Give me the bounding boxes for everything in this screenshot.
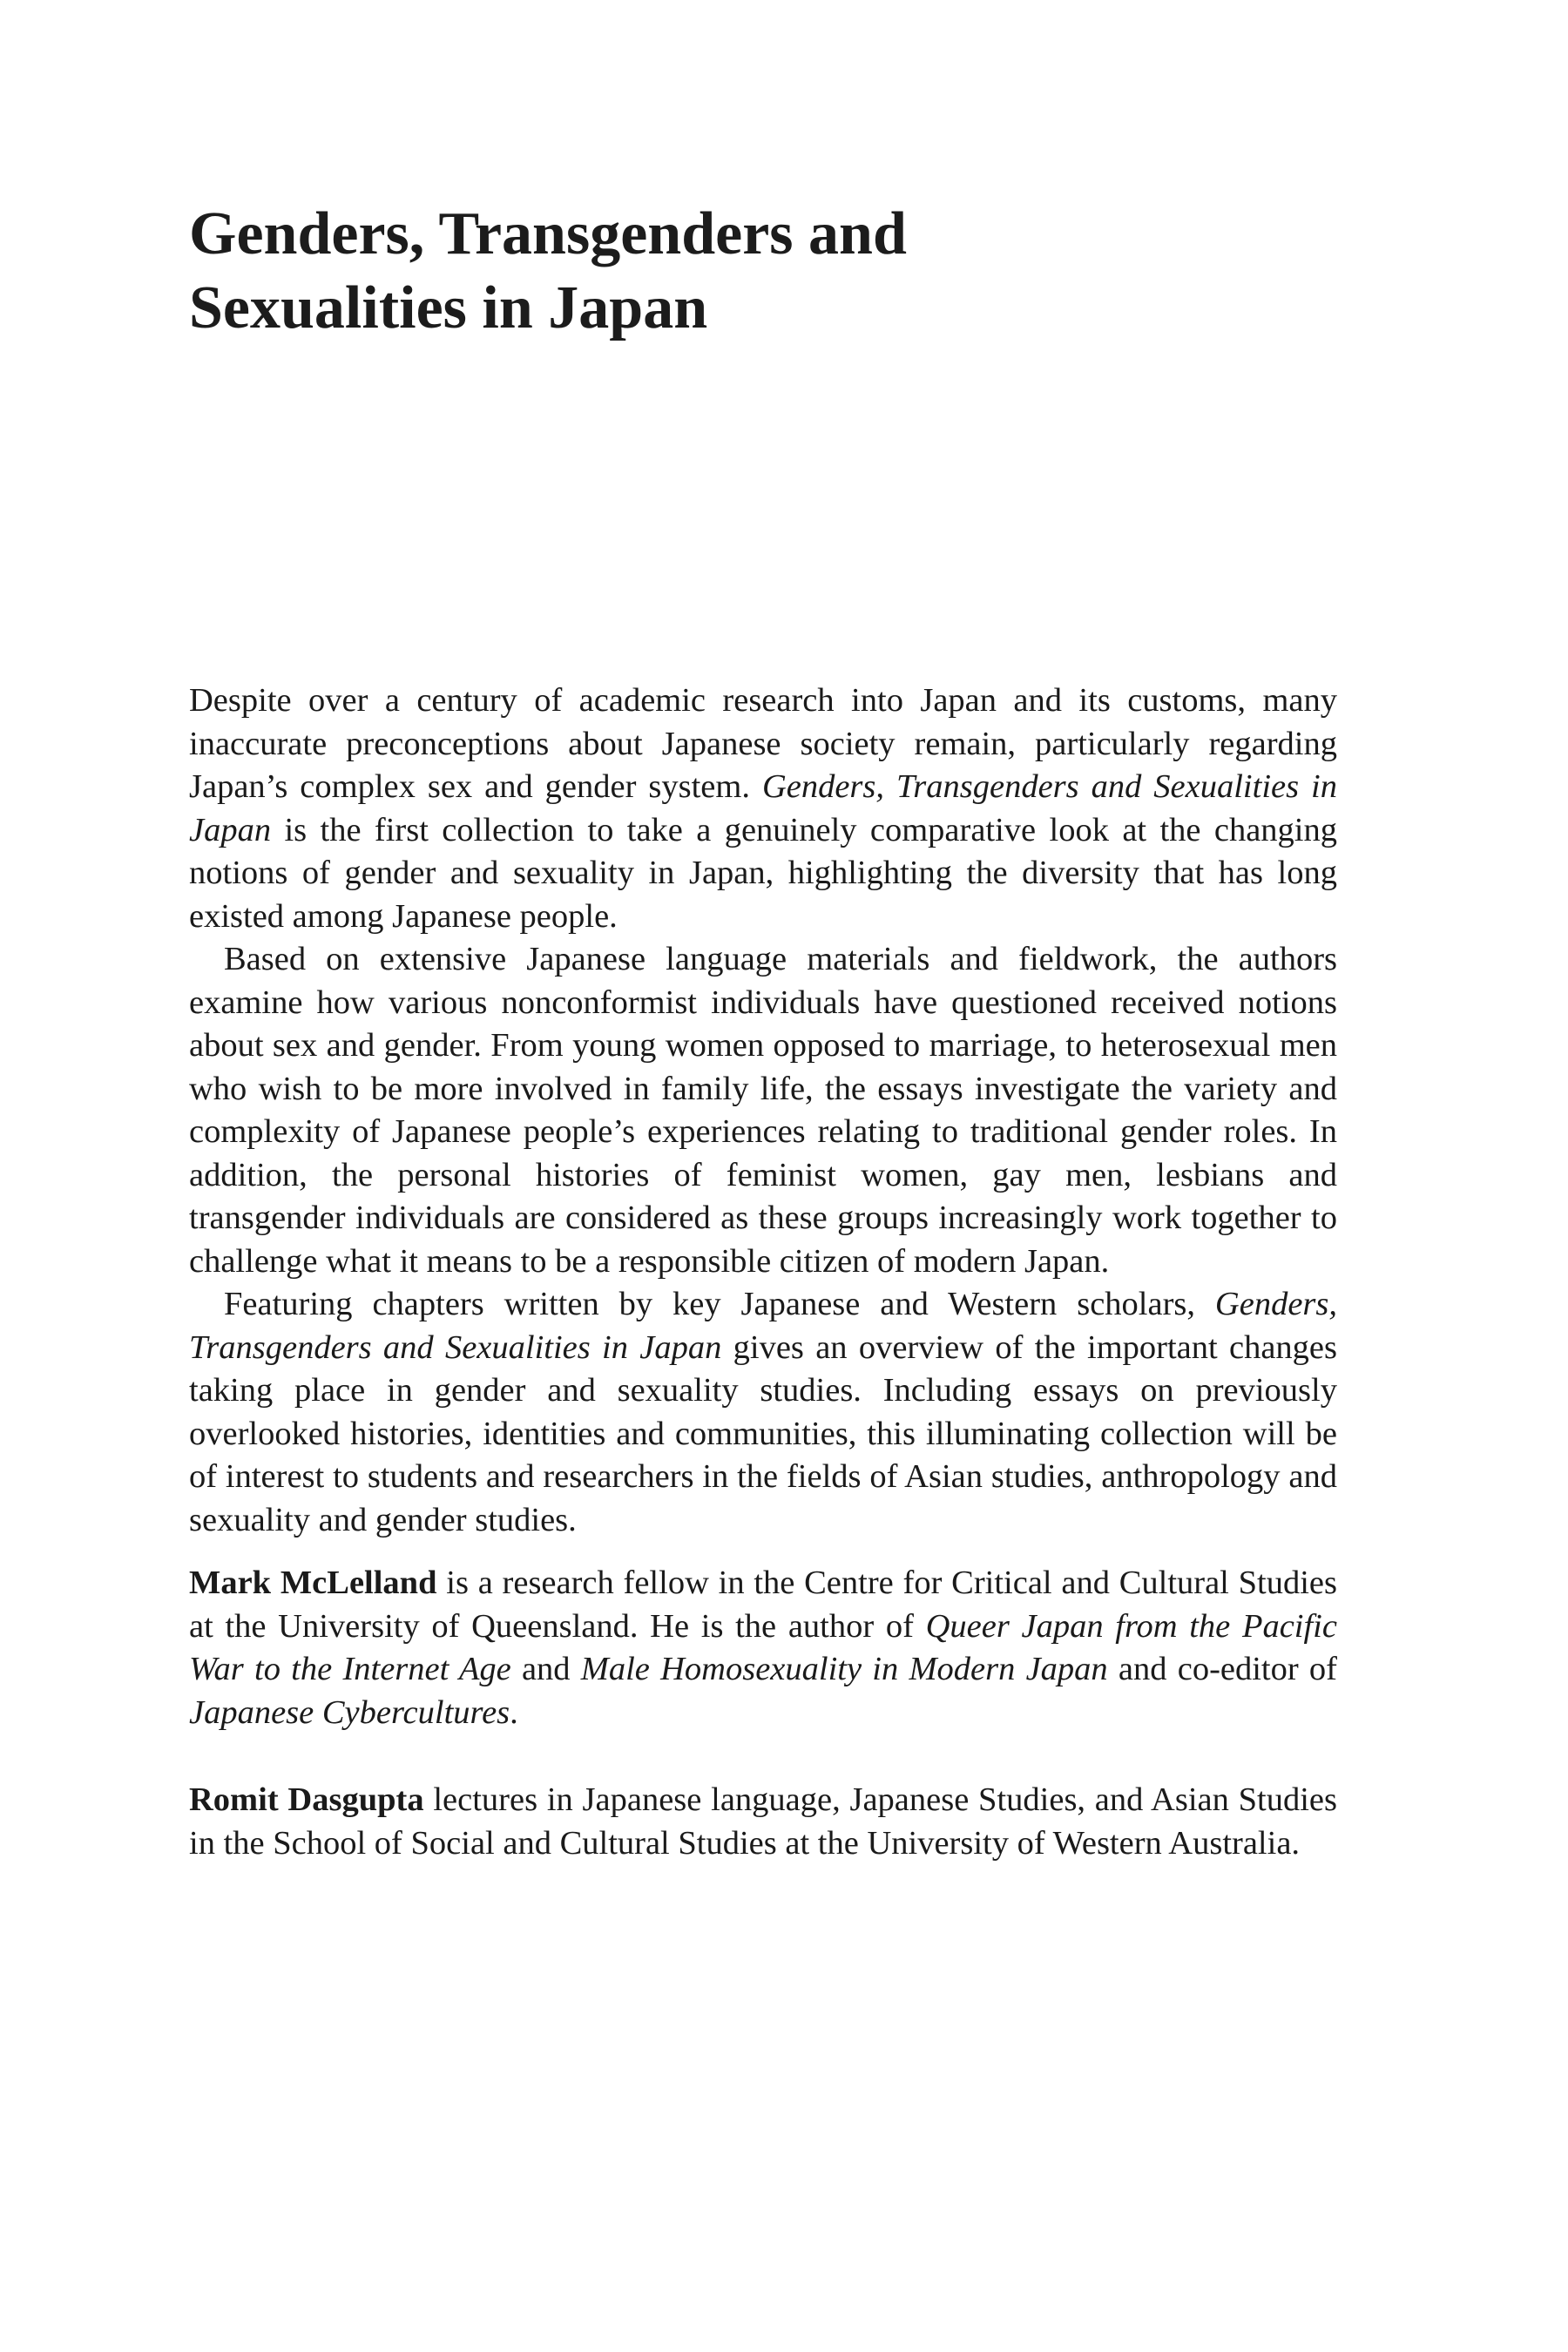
description-p1-book-title: Genders, Transgenders and Sexualities in Japan [189,768,1337,848]
description-p1-text-b: is the first collection to take a genuinely comparative look at the changing notions of gender and sexuality in Japan, highlighting the diversity that has long existed among Japanese people. [189,811,1337,935]
author-name-dasgupta: Romit Dasgupta [189,1781,424,1818]
bio-mclelland-text-d: . [510,1693,518,1731]
description-paragraph-1 [189,679,1337,938]
description-p3-book-title: Genders, Transgenders and Sexualities in Japan [189,1286,1337,1366]
description-p1-text-a: Despite over a century of academic research into Japan and its customs, many inaccurate preconceptions about Japanese society remain, particularly regarding Japan’s complex sex and gender system. [189,682,1337,805]
bio-dasgupta-text: lectures in Japanese language, Japanese Studies, and Asian Studies in the School of Social and Cultural Studies at the University of Western Australia. [189,1781,1337,1862]
description-paragraph-2: Based on extensive Japanese language materials and fieldwork, the authors examine how various nonconformist individuals have questioned received notions about sex and gender. From young women opposed to marriage, to heterosexual men who wish to be more involved in family life, the essays investigate the variety and complexity of Japanese people’s experiences relating to traditional gender roles. In addition, the personal histories of feminist women, gay men, lesbians and transgender individuals are considered as these groups increasingly work together to challenge what it means to be a responsible citizen of modern Japan. [189,941,1337,1280]
description-paragraph-3 [189,1283,1337,1542]
bio-mclelland-text-c: and co-editor of [1107,1651,1337,1687]
bio-mclelland-text-a: is a research fellow in the Centre for Critical and Cultural Studies at the University of Queensland. He is the author of [189,1565,1338,1645]
author-name-mclelland: Mark McLelland [189,1565,437,1601]
book-page [189,0,1337,2352]
description-p3-text-a: Featuring chapters written by key Japanese and Western scholars, [224,1286,1215,1322]
book-title-line-2: Sexualities in Japan [189,274,708,341]
author-bio-dasgupta [189,1779,1337,1865]
bio-mclelland-book-1: Queer Japan from the Pacific War to the Internet Age [189,1607,1337,1687]
author-bio-mclelland [189,1562,1337,1734]
book-title-line-1: Genders, Transgenders and [189,200,907,267]
bio-mclelland-book-2: Male Homosexuality in Modern Japan [580,1651,1108,1687]
book-description [189,679,1337,1542]
description-p3-text-b: gives an overview of the important changes taking place in gender and sexuality studies. Including essays on previously overlooked histories, identities and communities, this illuminating collection will be of interest to students and researchers in the fields of Asian studies, anthropology and sexuality and gender studies. [189,1328,1337,1538]
bio-mclelland-text-b: and [510,1651,581,1687]
book-title [189,197,1337,345]
bio-mclelland-book-3: Japanese Cybercultures [189,1693,510,1731]
